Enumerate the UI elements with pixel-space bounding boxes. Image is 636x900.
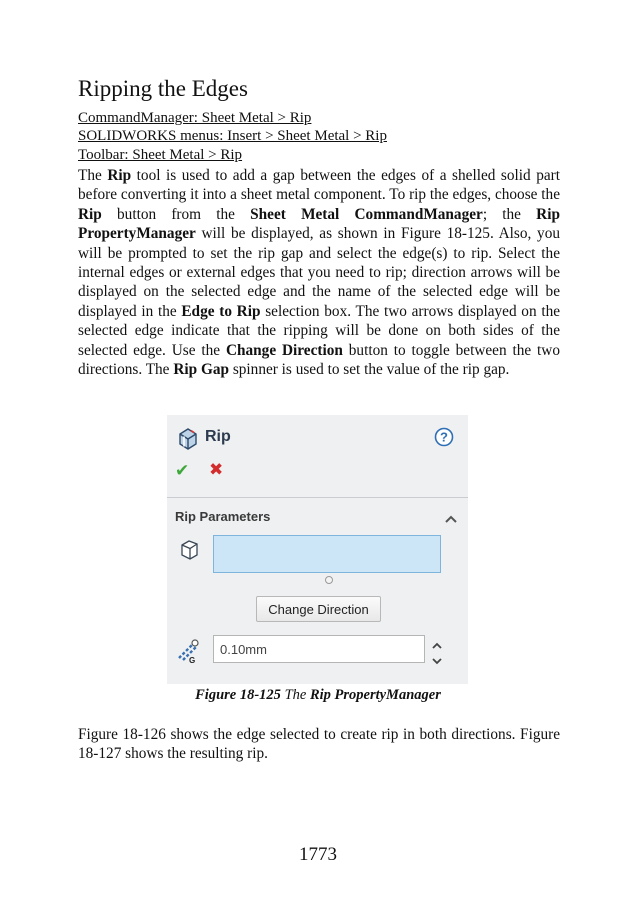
figure-caption [0,687,636,704]
ok-check-icon[interactable]: ✔ [175,461,190,480]
bold-term: Rip PropertyManager [78,205,560,243]
svg-text:?: ? [440,429,448,445]
collapse-chevron-icon[interactable] [444,511,458,521]
text-run: ; the [482,205,537,223]
rip-gap-input[interactable] [213,635,425,663]
cancel-x-icon[interactable]: ✖ [209,460,224,479]
caption-title: Rip PropertyManager [309,687,441,703]
text-run: The [78,167,108,184]
solidworks-menus-path: SOLIDWORKS menus: Insert > Sheet Metal > Rip [78,128,387,144]
text-run: will be displayed, as shown in Figure 18-125. Also, you will be prompted to set the rip gap and select the edge(s) to rip. Select the internal edges or external edges that you need to rip; direction arrows will be displayed on the selected edge and the name of the selected edge will be displayed in the [78,225,560,320]
rip-property-manager [167,415,468,684]
bold-term: Edge to Rip [181,302,261,320]
svg-text:G: G [189,656,196,664]
title-divider [167,497,468,498]
caption-the: The [280,687,310,703]
page-number: 1773 [299,844,337,865]
text-run: button to toggle between the two directions. The [78,341,560,379]
help-icon[interactable] [434,427,454,447]
text-run: spinner is used to set the value of the rip gap. [229,361,510,379]
rip-gap-icon [175,636,205,664]
text-run: button from the [101,205,251,223]
spin-down-icon[interactable] [431,653,443,662]
bold-term: Rip [107,167,132,184]
edge-to-rip-selection-box[interactable] [213,535,441,573]
spin-up-icon[interactable] [431,637,443,646]
bold-term: Change Direction [225,341,343,359]
rip-description-paragraph [78,166,560,379]
figure-number: Figure 18-125 [195,687,281,703]
rip-parameters-section-title[interactable]: Rip Parameters [175,509,271,524]
selection-resize-dot[interactable] [325,576,333,584]
page-title: Ripping the Edges [78,76,248,101]
bold-term: Sheet Metal CommandManager [250,205,483,223]
edge-selection-icon [178,537,202,561]
change-direction-button[interactable]: Change Direction [256,596,381,622]
text-run: tool is used to add a gap between the edges of a shelled solid part before converting it into a sheet metal component. To rip the edges, choose the [78,167,560,204]
command-manager-path: CommandManager: Sheet Metal > Rip [78,110,312,126]
bold-term: Rip [78,205,102,223]
rip-feature-icon [175,425,201,451]
property-manager-title: Rip [205,428,231,445]
text-run: selection box. The two arrows displayed on the selected edge indicate that the ripping will be done on both sides of the selected edge. Use the [78,302,561,359]
figure-reference-paragraph: Figure 18-126 shows the edge selected to create rip in both directions. Figure 18-127 shows the resulting rip. [78,726,560,763]
toolbar-path: Toolbar: Sheet Metal > Rip [78,147,243,163]
bold-term: Rip Gap [173,361,229,379]
